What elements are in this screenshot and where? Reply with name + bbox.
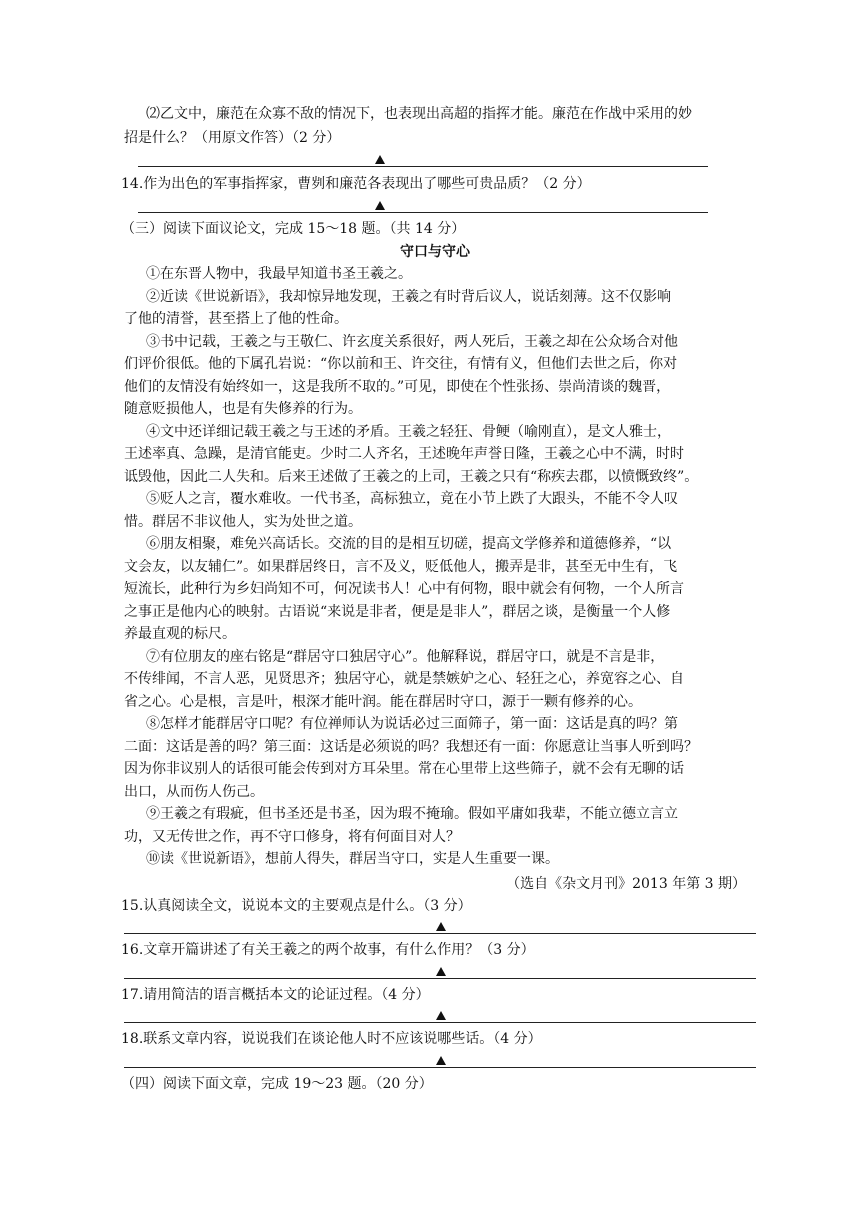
answer-line[interactable] xyxy=(124,933,756,934)
essay-line: 因为你非议别人的话很可能会传到对方耳朵里。常在心里带上这些筛子，就不会有无聊的话 xyxy=(124,761,684,777)
q13-2-line2: 招是什么？（用原文作答）（2 分） xyxy=(124,130,341,146)
essay-line: 短流长，此种行为乡妇尚知不可，何况读书人！心中有何物，眼中就会有何物，一个人所言 xyxy=(124,581,684,597)
answer-line[interactable] xyxy=(138,212,708,213)
essay-line: 二面：这话是善的吗？第三面：这话是必须说的吗？我想还有一面：你愿意让当事人听到吗？ xyxy=(124,739,698,755)
essay-line: ⑨王羲之有瑕疵，但书圣还是书圣，因为瑕不掩瑜。假如平庸如我辈，不能立德立言立 xyxy=(146,806,678,822)
essay-line: 之事正是他内心的映射。古语说“来说是非者，便是是非人”，群居之谈，是衡量一个人修 xyxy=(124,604,671,620)
essay-line: ⑥朋友相聚，难免兴高话长。交流的目的是相互切磋，提高文学修养和道德修养，“以 xyxy=(146,536,672,552)
answer-line[interactable] xyxy=(124,1022,756,1023)
essay-source: （选自《杂文月刊》2013 年第 3 期） xyxy=(506,876,746,892)
essay-line: 不传绯闻，不言人恶，见贤思齐；独居守心，就是禁嫉妒之心、轻狂之心，养宽容之心、自 xyxy=(124,671,684,687)
answer-line[interactable] xyxy=(138,166,708,167)
answer-marker-icon xyxy=(436,922,446,931)
answer-line[interactable] xyxy=(124,978,756,979)
essay-line: ③书中记载，王羲之与王敬仁、许玄度关系很好，两人死后，王羲之却在公众场合对他 xyxy=(146,334,678,350)
answer-marker-icon xyxy=(375,155,385,164)
essay-line: 出口，从而伤人伤己。 xyxy=(124,784,264,800)
essay-line: 诋毁他，因此二人失和。后来王述做了王羲之的上司，王羲之只有“称疾去郡，以愤慨致终”。 xyxy=(124,469,699,485)
essay-title: 守口与守心 xyxy=(400,244,470,260)
essay-line: 养最直观的标尺。 xyxy=(124,626,236,642)
essay-line: 了他的清誉，甚至搭上了他的性命。 xyxy=(124,311,348,327)
answer-marker-icon xyxy=(436,1056,446,1065)
essay-line: ④文中还详细记载王羲之与王述的矛盾。王羲之轻狂、骨鲠（喻刚直），是文人雅士， xyxy=(146,424,671,440)
essay-line: ⑤贬人之言，覆水难收。一代书圣，高标独立，竟在小节上跌了大跟头，不能不令人叹 xyxy=(146,491,678,507)
essay-line: 王述率真、急躁，是清官能吏。少时二人齐名，王述晚年声誉日隆，王羲之心中不满，时时 xyxy=(124,446,684,462)
q16-question: 16.文章开篇讲述了有关王羲之的两个故事，有什么作用？（3 分） xyxy=(121,942,535,958)
q13-2-line1: ⑵乙文中，廉范在众寡不敌的情况下，也表现出高超的指挥才能。廉范在作战中采用的妙 xyxy=(146,106,692,122)
section3-heading: （三）阅读下面议论文，完成 15～18 题。（共 14 分） xyxy=(121,221,466,237)
answer-marker-icon xyxy=(436,1011,446,1020)
q14-question: 14.作为出色的军事指挥家，曹刿和廉范各表现出了哪些可贵品质？（2 分） xyxy=(121,176,591,192)
answer-marker-icon xyxy=(436,967,446,976)
q15-question: 15.认真阅读全文，说说本文的主要观点是什么。（3 分） xyxy=(121,898,472,914)
section4-heading: （四）阅读下面文章，完成 19～23 题。（20 分） xyxy=(121,1076,433,1092)
essay-line: 他们的友情没有始终如一，这是我所不取的。”可见，即使在个性张扬、崇尚清谈的魏晋， xyxy=(124,379,671,395)
answer-marker-icon xyxy=(375,201,385,210)
q17-question: 17.请用简洁的语言概括本文的论证过程。（4 分） xyxy=(121,987,430,1003)
essay-line: ②近读《世说新语》，我却惊异地发现，王羲之有时背后议人，说话刻薄。这不仅影响 xyxy=(146,289,671,305)
essay-line: 们评价很低。他的下属孔岩说：“你以前和王、许交往，有情有义，但他们去世之后，你对 xyxy=(124,356,678,372)
q18-question: 18.联系文章内容，说说我们在谈论他人时不应该说哪些话。（4 分） xyxy=(121,1031,542,1047)
essay-line: ①在东晋人物中，我最早知道书圣王羲之。 xyxy=(146,266,412,282)
essay-line: ⑩读《世说新语》，想前人得失，群居当守口，实是人生重要一课。 xyxy=(146,851,559,867)
essay-line: 功，又无传世之作，再不守口修身，将有何面目对人？ xyxy=(124,829,460,845)
essay-line: 随意贬损他人，也是有失修养的行为。 xyxy=(124,401,362,417)
essay-line: 惜。群居不非议他人，实为处世之道。 xyxy=(124,514,362,530)
answer-line[interactable] xyxy=(124,1067,756,1068)
essay-line: ⑧怎样才能群居守口呢？有位禅师认为说话必过三面筛子，第一面：这话是真的吗？第 xyxy=(146,716,678,732)
essay-line: 文会友，以友辅仁”。如果群居终日，言不及义，贬低他人，搬弄是非，甚至无中生有，飞 xyxy=(124,559,678,575)
essay-line: 省之心。心是根，言是叶，根深才能叶润。能在群居时守口，源于一颗有修养的心。 xyxy=(124,694,642,710)
essay-line: ⑦有位朋友的座右铭是“群居守口独居守心”。他解释说，群居守口，就是不言是非， xyxy=(146,649,665,665)
